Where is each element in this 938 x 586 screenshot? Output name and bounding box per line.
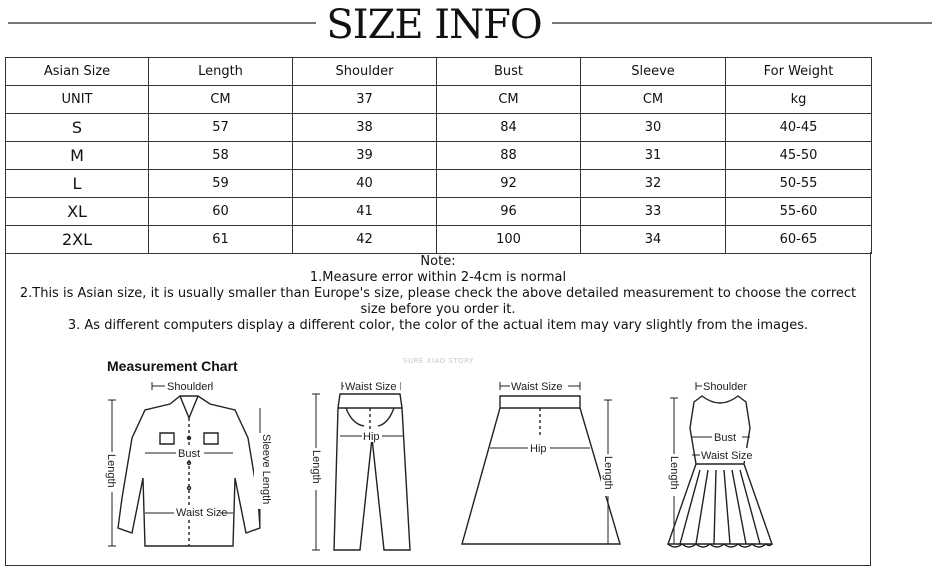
table-cell: 57 [149,114,293,142]
header-cell: Bust [437,58,581,86]
table-cell: kg [726,86,872,114]
table-header-row [6,58,872,86]
shirt-length-label: Length [105,454,117,488]
dress-waist-label: Waist Size [701,450,753,462]
size-table [5,57,872,254]
dress-shoulder-label: Shoulder [703,381,748,393]
table-cell: 60 [149,198,293,226]
title-divider-left [8,22,316,24]
shirt-waist-label: Waist Size [176,507,228,519]
size-label-cell: L [6,170,149,198]
size-label-cell: M [6,142,149,170]
table-cell: 33 [581,198,726,226]
table-cell: 61 [149,226,293,254]
pants-length-label: Length [310,450,322,484]
skirt-hip-label: Hip [530,443,547,455]
header-cell: Shoulder [293,58,437,86]
header-cell: Length [149,58,293,86]
table-cell: 34 [581,226,726,254]
skirt-diagram [480,378,640,558]
table-cell: 37 [293,86,437,114]
measurement-chart-title: Measurement Chart [107,358,238,374]
table-cell: CM [581,86,726,114]
table-cell: 100 [437,226,581,254]
table-row [6,198,872,226]
header-cell: Asian Size [6,58,149,86]
table-cell: 88 [437,142,581,170]
dress-length-label: Length [668,456,680,490]
table-cell: 59 [149,170,293,198]
table-cell: 84 [437,114,581,142]
table-row [6,226,872,254]
pants-hip-label: Hip [363,431,380,443]
skirt-waist-label: Waist Size [511,381,563,393]
table-row [6,170,872,198]
table-cell: 41 [293,198,437,226]
table-row [6,114,872,142]
shirt-sleeve-label: Sleeve Length [260,434,272,505]
table-cell: CM [149,86,293,114]
table-cell: 50-55 [726,170,872,198]
pants-diagram [302,378,422,558]
table-row [6,142,872,170]
table-cell: 42 [293,226,437,254]
table-cell: 32 [581,170,726,198]
pants-waist-label: Waist Size [345,381,397,393]
header-cell: Sleeve [581,58,726,86]
dress-bust-label: Bust [714,432,737,444]
table-cell: 45-50 [726,142,872,170]
table-cell: 96 [437,198,581,226]
table-cell: 60-65 [726,226,872,254]
notes-heading: Note: [420,254,456,269]
note-line: 3. As different computers display a different color, the color of the actual item may vary slightly from the images. [67,318,809,333]
note-line: 2.This is Asian size, it is usually smaller than Europe's size, please check the above detailed measurement to choose the correct size before you order it. [19,286,857,317]
title-divider-right [552,22,932,24]
shirt-diagram [100,378,280,558]
table-cell: 38 [293,114,437,142]
size-label-cell: XL [6,198,149,226]
watermark: SURE XIAO STORY [403,357,474,365]
shirt-bust-label: Bust [178,448,201,460]
table-cell: 40-45 [726,114,872,142]
table-cell: 31 [581,142,726,170]
table-cell: 55-60 [726,198,872,226]
title-row [0,0,938,52]
skirt-length-label: Length [602,456,614,490]
table-cell: 39 [293,142,437,170]
size-label-cell: 2XL [6,226,149,254]
table-row [6,86,872,114]
size-label-cell: S [6,114,149,142]
table-cell: 30 [581,114,726,142]
table-cell: 92 [437,170,581,198]
header-cell: For Weight [726,58,872,86]
table-cell: UNIT [6,86,149,114]
table-cell: CM [437,86,581,114]
dress-diagram [660,378,780,558]
table-cell: 58 [149,142,293,170]
page-title: SIZE INFO [326,2,542,48]
note-line: 1.Measure error within 2-4cm is normal [309,270,567,285]
shirt-shoulder-label: Shoulder [167,381,212,393]
table-cell: 40 [293,170,437,198]
